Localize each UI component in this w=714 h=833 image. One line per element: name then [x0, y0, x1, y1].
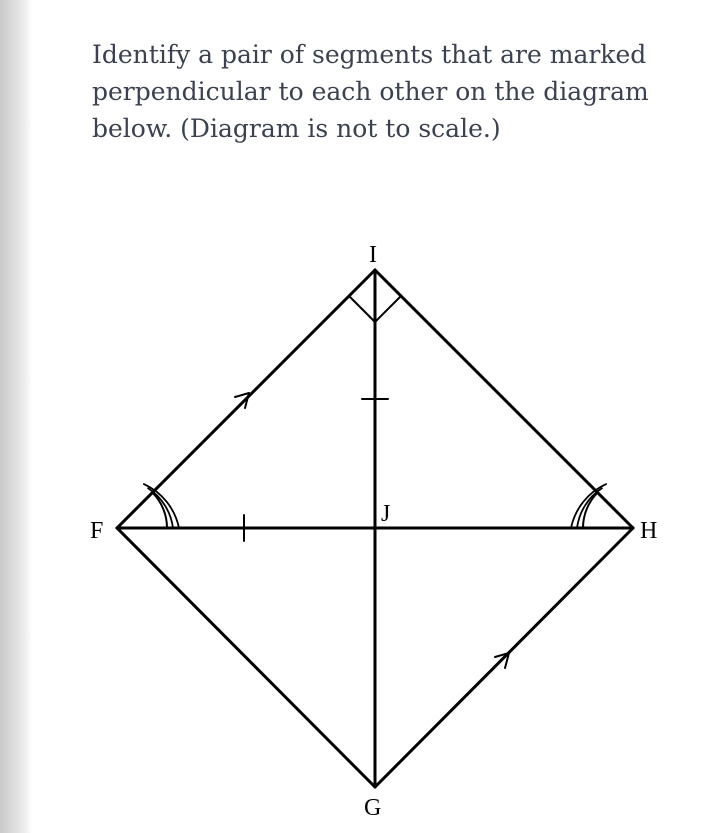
right-angle-mark-right	[375, 296, 401, 322]
label-j: J	[381, 501, 391, 527]
segment-gf	[117, 528, 375, 787]
parallel-arrow-fi	[235, 393, 249, 408]
segment-fi	[117, 270, 375, 528]
question-text: Identify a pair of segments that are marked perpendicular to each other on the diagram below. (Diagram is not to scale.)	[92, 40, 649, 143]
label-g: G	[364, 795, 382, 821]
angle-arcs-f	[144, 484, 179, 528]
label-f: F	[90, 518, 104, 544]
segment-ih	[375, 270, 633, 528]
right-angle-mark-left	[349, 296, 375, 322]
angle-arcs-h	[571, 484, 606, 528]
segment-hg	[375, 528, 633, 787]
label-h: H	[640, 518, 658, 544]
label-i: I	[369, 242, 377, 268]
